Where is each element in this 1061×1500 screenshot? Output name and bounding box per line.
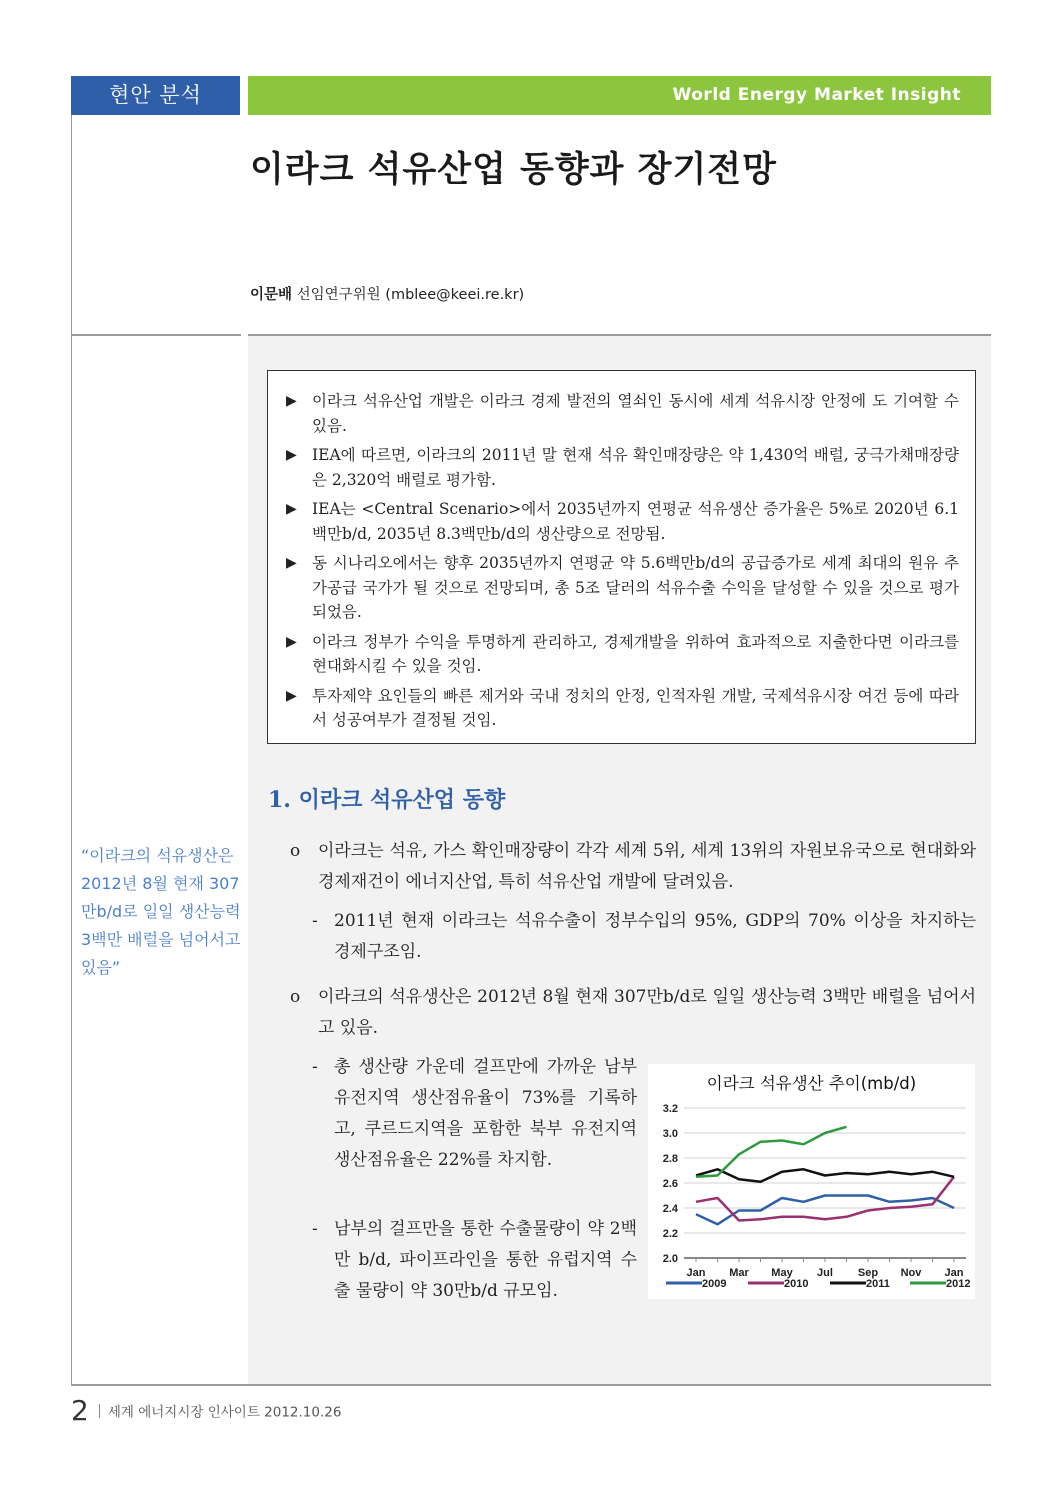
sub-paragraph: - 2011년 현재 이라크는 석유수출이 정부수입의 95%, GDP의 70% 이상을 차지하는 경제구조임. xyxy=(312,906,976,968)
y-tick-label: 2.6 xyxy=(662,1178,678,1190)
y-tick-label: 3.2 xyxy=(662,1103,678,1115)
summary-item: ▶ 이라크 정부가 수익을 투명하게 관리하고, 경제개발을 위하여 효과적으로 지출한다면 이라크를 현대화시킬 수 있을 것임. xyxy=(286,630,959,679)
x-tick-label: Nov xyxy=(900,1267,922,1279)
paragraph: o 이라크의 석유생산은 2012년 8월 현재 307만b/d로 일일 생산능력 3백만 배럴을 넘어서고 있음. xyxy=(290,982,976,1044)
chart-plot xyxy=(648,1064,975,1299)
author-role: 선임연구위원 (mblee@keei.re.kr) xyxy=(296,287,525,303)
paragraph: o 이라크는 석유, 가스 확인매장량이 각각 세계 5위, 세계 13위의 자원보유국으로 현대화와 경제재건이 에너지산업, 특히 석유산업 개발에 달려있음. xyxy=(290,836,976,898)
chart-title: 이라크 석유생산 추이(mb/d) xyxy=(706,1074,917,1093)
summary-item: ▶ 이라크 석유산업 개발은 이라크 경제 발전의 열쇠인 동시에 세계 석유시장 안정에 도 기여할 수 있음. xyxy=(286,389,959,438)
x-tick-label: Sep xyxy=(857,1267,879,1279)
top-divider-left xyxy=(71,334,241,336)
summary-item: ▶ 투자제약 요인들의 빠른 제거와 국내 정치의 안정, 인적자원 개발, 국제석유시장 여건 등에 따라서 성공여부가 결정될 것임. xyxy=(286,684,959,733)
dash-bullet: - xyxy=(312,911,318,931)
author-line xyxy=(250,283,524,304)
y-tick-label: 2.8 xyxy=(662,1153,678,1165)
y-tick-label: 2.2 xyxy=(662,1228,678,1240)
dash-bullet: - xyxy=(312,1219,318,1239)
sub-paragraph: - 총 생산량 가운데 걸프만에 가까운 남부 유전지역 생산점유율이 73%를 기록하고, 쿠르드지역을 포함한 북부 유전지역 생산점유율은 22%를 차지함. xyxy=(312,1052,637,1176)
legend-label: 2010 xyxy=(784,1278,809,1290)
page-number: 2 xyxy=(71,1394,89,1427)
summary-box xyxy=(267,370,976,744)
x-tick-label: Jan xyxy=(686,1267,706,1279)
triangle-bullet-icon: ▶ xyxy=(286,501,297,517)
x-tick-label: Mar xyxy=(729,1267,749,1279)
production-chart xyxy=(648,1064,975,1299)
left-divider xyxy=(71,115,72,1385)
summary-item: ▶ IEA는 <Central Scenario>에서 2035년까지 연평균 석유생산 증가율은 5%로 2020년 6.1백만b/d, 2035년 8.3백만b/d의 생산량으로 전망됨. xyxy=(286,497,959,546)
bottom-divider xyxy=(71,1384,991,1386)
triangle-bullet-icon: ▶ xyxy=(286,633,297,650)
x-tick-label: May xyxy=(771,1267,793,1279)
x-tick-label: Jan xyxy=(944,1267,964,1279)
circle-bullet: o xyxy=(290,841,301,861)
y-tick-label: 2.4 xyxy=(662,1203,678,1215)
legend-label: 2009 xyxy=(702,1278,727,1290)
footer-text: 세계 에너지시장 인사이트 2012.10.26 xyxy=(107,1404,342,1421)
legend-label: 2011 xyxy=(866,1278,890,1290)
series-line-2011 xyxy=(696,1169,954,1182)
x-tick-label: Jul xyxy=(817,1267,833,1279)
triangle-bullet-icon: ▶ xyxy=(286,555,297,571)
article-title: 이라크 석유산업 동향과 장기전망 xyxy=(250,150,777,190)
dash-bullet: - xyxy=(312,1057,318,1077)
triangle-bullet-icon: ▶ xyxy=(286,393,297,409)
summary-item: ▶ 동 시나리오에서는 향후 2035년까지 연평균 약 5.6백만b/d의 공급증가로 세계 최대의 원유 추가공급 국가가 될 것으로 전망되며, 총 5조 달러의 석유수출 수익을 달성할 수 있을 것으로 평가되었음. xyxy=(286,551,959,625)
triangle-bullet-icon: ▶ xyxy=(286,687,297,704)
section-tag: 현안 분석 xyxy=(71,76,240,115)
y-tick-label: 3.0 xyxy=(662,1128,678,1140)
y-tick-label: 2.0 xyxy=(662,1253,678,1265)
circle-bullet: o xyxy=(290,987,301,1007)
footer xyxy=(71,1394,341,1427)
summary-item: ▶ IEA에 따르면, 이라크의 2011년 말 현재 석유 확인매장량은 약 1,430억 배럴, 궁극가채매장량은 2,320억 배럴로 평가함. xyxy=(286,443,959,492)
footer-separator xyxy=(99,1404,100,1418)
pull-quote: “이라크의 석유생산은 2012년 8월 현재 307만b/d로 일일 생산능력 3백만 배럴을 넘어서고 있음” xyxy=(81,846,241,977)
triangle-bullet-icon: ▶ xyxy=(286,447,297,463)
legend-label: 2012 xyxy=(946,1278,971,1290)
publication-banner: World Energy Market Insight xyxy=(248,76,991,115)
section-heading: 1. 이라크 석유산업 동향 xyxy=(268,787,506,813)
sub-paragraph: - 남부의 걸프만을 통한 수출물량이 약 2백만 b/d, 파이프라인을 통한 유럽지역 수출 물량이 약 30만b/d 규모임. xyxy=(312,1214,637,1307)
author-name: 이문배 xyxy=(250,287,293,303)
